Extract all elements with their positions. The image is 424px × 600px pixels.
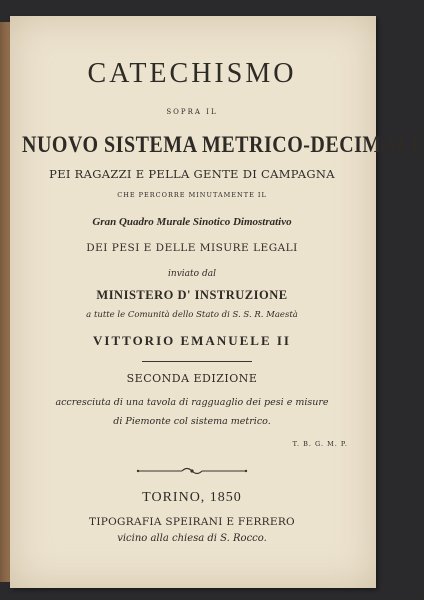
title-page-content [22,16,424,588]
book-subtitle: NUOVO SISTEMA METRICO-DECIMALE [22,132,424,158]
piemonte-line: di Piemonte col sistema metrico. [113,416,271,427]
printer-address: vicino alla chiesa di S. Rocco. [117,533,267,544]
sopra-il-text: SOPRA IL [166,108,218,116]
pesi-misure-line: DEI PESI E DELLE MISURE LEGALI [86,242,298,254]
divider-rule [142,361,252,362]
che-percorre-text: CHE PERCORRE MINUTAMENTE IL [117,191,267,199]
ornament-divider [134,464,250,478]
ministero-line: MINISTERO D' INSTRUZIONE [96,288,288,302]
quadro-line: Gran Quadro Murale Sinotico Dimostrativo [92,216,292,228]
author-initials: T. B. G. M. P. [292,440,348,448]
title-page [10,16,424,588]
sovrano-name: VITTORIO EMANUELE II [93,333,291,348]
place-and-year: TORINO, 1850 [142,490,242,505]
book-title: CATECHISMO [87,58,297,89]
edition-line: SECONDA EDIZIONE [126,372,258,385]
comuni-line: a tutte le Comunità dello Stato di S. S. R. Maestà [86,310,298,320]
audience-line: PEI RAGAZZI E PELLA GENTE DI CAMPAGNA [49,167,335,181]
inviato-dal-text: inviato dal [168,269,216,279]
accresciuta-line: accresciuta di una tavola di ragguaglio dei pesi e misure [55,397,329,408]
printer-line: TIPOGRAFIA SPEIRANI E FERRERO [89,516,295,528]
